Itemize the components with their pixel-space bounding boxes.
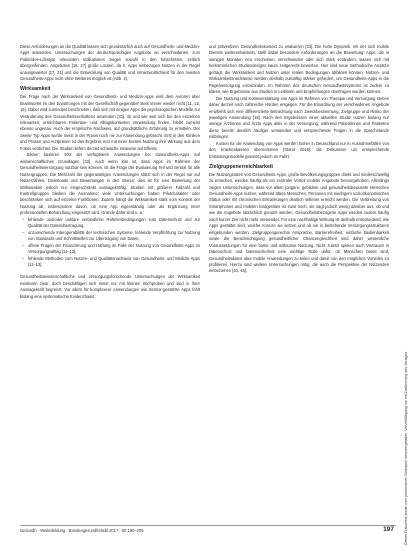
wirksamkeit-paragraph-1: Der Frage nach der Wirksamkeit von Gesundheits- und Medizin-Apps wird dem Autoren aber beantwortet im den Erwartungen mit der Gesellschaft gegenüber stets immer wieder nicht [11, 12, 15]. Dabei wird zumindest beschrieben, daß sich mit einigen Apps die psychologischen Modelle zur Veränderung des Gesundheitsverhaltens anwenden [33], ob und wie weit sich bei den einzelnen relevanten, erreichbaren Patienten- und Alltagskontexten Verwendung finden, bleibt zumeist ebenso ungenau. Auch der empirische Nachweis, auf grundsätzliche Erfahrung zu ermitteln. Der zweite Typ Apps wurde meist in der Praxis noch nie zur Anwendung gebracht. Erst in den Kliniken und Praxen und Arztpraxen ist das Ergebnis erst mit einer breiten Nutzung ihre Wirkung aus dem Fokus verdichtet. Die Studien liefern derzeit schwache Hinweise auf Effekte.	[20, 94, 200, 151]
reasons-list	[20, 217, 200, 269]
section-heading-wirksamkeit: Wirksamkeit	[20, 86, 51, 93]
zielgruppen-paragraph: Die Nutzungsraten von Gesundheits-Apps, große Bevölkerungsgruppen direkt und niederschwellig zu erreichen, werden häufig als ein zentraler Vorteil mobiler Angebote hervorgehoben. Allerdings zeigen Untersuchungen, dass vor allem jüngere, gebildete und gesundheitsbewusste Menschen Gesundheits-Apps nutzen, während ältere Menschen, Personen mit niedrigem sozioökonomischen Status oder mit chronischen Erkrankungen deutlich seltener erreicht werden. Die Verbreitung von Smartphones und mobilen Endgeräten ist zwar hoch, sie sagt jedoch wenig darüber aus, ob und wie die Angebote tatsächlich genutzt werden. Gesundheitsbezogene Apps werden zudem häufig nach kurzer Zeit nicht mehr verwendet. Für eine nachhaltige Wirkung ist deshalb entscheidend, wie Apps gestaltet sind, welche Anreize sie setzen und ob sie in bestehende Versorgungsstrukturen eingebunden werden. Zielgruppengerechte Ansprache, Barrierefreiheit, einfache Bedienbarkeit sowie die Berücksichtigung gesundheitlicher Chancengleichheit sind daher wesentliche Voraussetzungen für eine breite und wirksame Nutzung. Nicht zuletzt spielen auch Vertrauen in Datenschutz und Datensicherheit eine wichtige Rolle dafür, ob Menschen bereit sind, Gesundheitsdaten über mobile Anwendungen zu teilen und damit von den möglichen Vorteilen zu profitieren. Hierzu sind weitere Untersuchungen nötig, die auch die Perspektive der Nutzenden einbeziehen [40, 45].	[209, 171, 389, 274]
wirksamkeit-paragraph-2: Bisher basieren 503 der verfügbaren Anwendungen bei Gesundheits-Apps auf wissenschaftlichen Grundlagen [33]. Auch wenn klar ist, dass Apps im Rahmen der Gesundheitsversorgung nutzbar sein können, ist die Frage der Evaluierung Teil und zentral für alle Nutzergruppen. Die Mehrzahl der gegenwärtigen Anwendungen stützt sich in der Regel nur auf Nutzerzahlen, Downloads und Bewertungen in den Stores; dies ist für eine Bewertung der Wirksamkeit jedoch nur eingeschränkt aussagekräftig. Studien mit größerer Fallzahl und Kontrollgruppen bleiben die Ausnahme; viele Untersuchungen haben Pilotcharakter oder beschränken sich auf einzelne Funktionen. Zudem hängt die Wirksamkeit stark vom Kontext der Nutzung ab, insbesondere davon, ob eine App eigenständig oder als Ergänzung einer professionellen Behandlung eingesetzt wird. Gründe dafür sind u. a.:	[20, 152, 200, 216]
reasons-list-item: – fehlende Methoden zum Nutzen- und Qualitätsnachweis von Gesundheits- und Medizin-Apps [11–13].	[28, 256, 200, 269]
intro-paragraph: Diese Anforderungen an die Qualität lassen sich grundsätzlich auch auf Gesundheits- und Medizin-Apps anwenden. Untersuchungen der deutschsprachigen Angebote an verschiedenen, zum Publicidee-Lifestyle relevanten Indikationen zeigen sowohl in den fortschritten, zeitlich übergreifenden, Angeboten [16, 27] große Lücken, da h. Apps einbezogen Nutzen in der Regel unausgewertet [17, 31] und die Entwicklung von Qualität und Verantwortlichkeit für den meisten Gesundheits-Apps nicht ohne Weiteres möglich ist (Abb. 2).	[20, 44, 200, 82]
right-column	[209, 44, 389, 275]
copyright-sidenote: Dieses Dokument wurde zum persönlichen Gebrauch heruntergeladen. Vervielfältigung nur mit Zustimmung des Verlages.	[404, 350, 408, 545]
left-column	[20, 44, 200, 300]
section-heading-zielgruppen: Zielgruppenerreichbarkeit	[209, 163, 273, 170]
reasons-list-item: – offene Fragen der Finanzierung und Haftung im Falle der Nutzung von Gesundheits-Apps im Versorgungsalltag [11–13],	[28, 243, 200, 256]
wirksamkeit-paragraph-3: Gesundheitswissenschaftliche und versorgungsforschende Untersuchungen der Wirksamkeit existieren zwar, doch beschäftigen sich meist nur mit kleinen Stichproben und sind in ihrer Aussagekraft begrenzt. Vor allem für komplexere Anwendungen wie Sensor-gestützte Apps fehlt bislang eine systematische Evidenzbasis.	[20, 274, 200, 299]
reasons-list-item: – unzureichende Interoperabilität der technischen Systeme, fehlende Verpflichtung zur Nutzung von Standards und Schnittstellen zur Übertragung von Daten,	[28, 230, 200, 243]
footer-rule	[20, 525, 396, 526]
page-number: 197	[383, 526, 394, 533]
right-paragraph-1: und präventiven Gesundheitskontext zu evaluieren [33]. Die hohe Dynamik, mit der sich mobile Dienste weiterentwickeln, stellt dabei besondere Anforderungen an die Bewertung: Apps, die in wenigen Monaten neu erscheinen, verschwinden oder sich stark verändern, lassen sich mit herkömmlichen Studiendesigns kaum zeitgerecht bewerten. Hier sind neue methodische Ansätze gefragt, die Wirksamkeit und Nutzen unter realen Bedingungen abbilden können. Nutzen- und Wirksamkeitsnachweise werden deshalb zukünftig stärker gefordert, um Gesundheits-Apps in die Regelversorgung einzubinden. Im Rahmen des deutschen Gesundheitssystems ist zudem zu klären, wie Ergebnisse aus Studien in Leitlinien und Empfehlungen übertragen werden können.	[209, 44, 389, 95]
right-paragraph-2: Der Nutzung und Kostenerstattung von Apps im Rahmen von Therapie und Versorgung stehen daher derzeit noch zahlreiche Hürden entgegen. Für die Einordnung der verschiedenen Angebote empfiehlt sich eine differenzierte Betrachtung nach Zweckbestimmung, Zielgruppe und Risiko der jeweiligen Anwendung [18]. Nach den Ergebnissen einer aktuellen Studie nutzen bislang nur wenige Ärztinnen und Ärzte Apps aktiv in der Versorgung, während Patientinnen und Patienten diese bereits deutlich häufiger verwenden und entsprechende Fragen in die Sprechstunde mitbringen.	[209, 95, 389, 140]
right-paragraph-3: Kosten für die Anwendung von Apps werden bisher in Deutschland nur in Ausnahmefällen von den Krankenkassen übernommen (Stand 2016); die Diskussion um entsprechende Erstattungsmodelle gewinnt jedoch an Fahrt.	[209, 140, 389, 159]
footer-citation: Gesundh · Weiterbildung · Bundesgesundheitsbl 2017 · 60:190–205	[20, 528, 144, 533]
reasons-list-item: – fehlende und/oder unklare verbindliche Rahmenbedingungen zum Datenschutz und zur Qualität der Datenübertragung,	[28, 217, 200, 230]
